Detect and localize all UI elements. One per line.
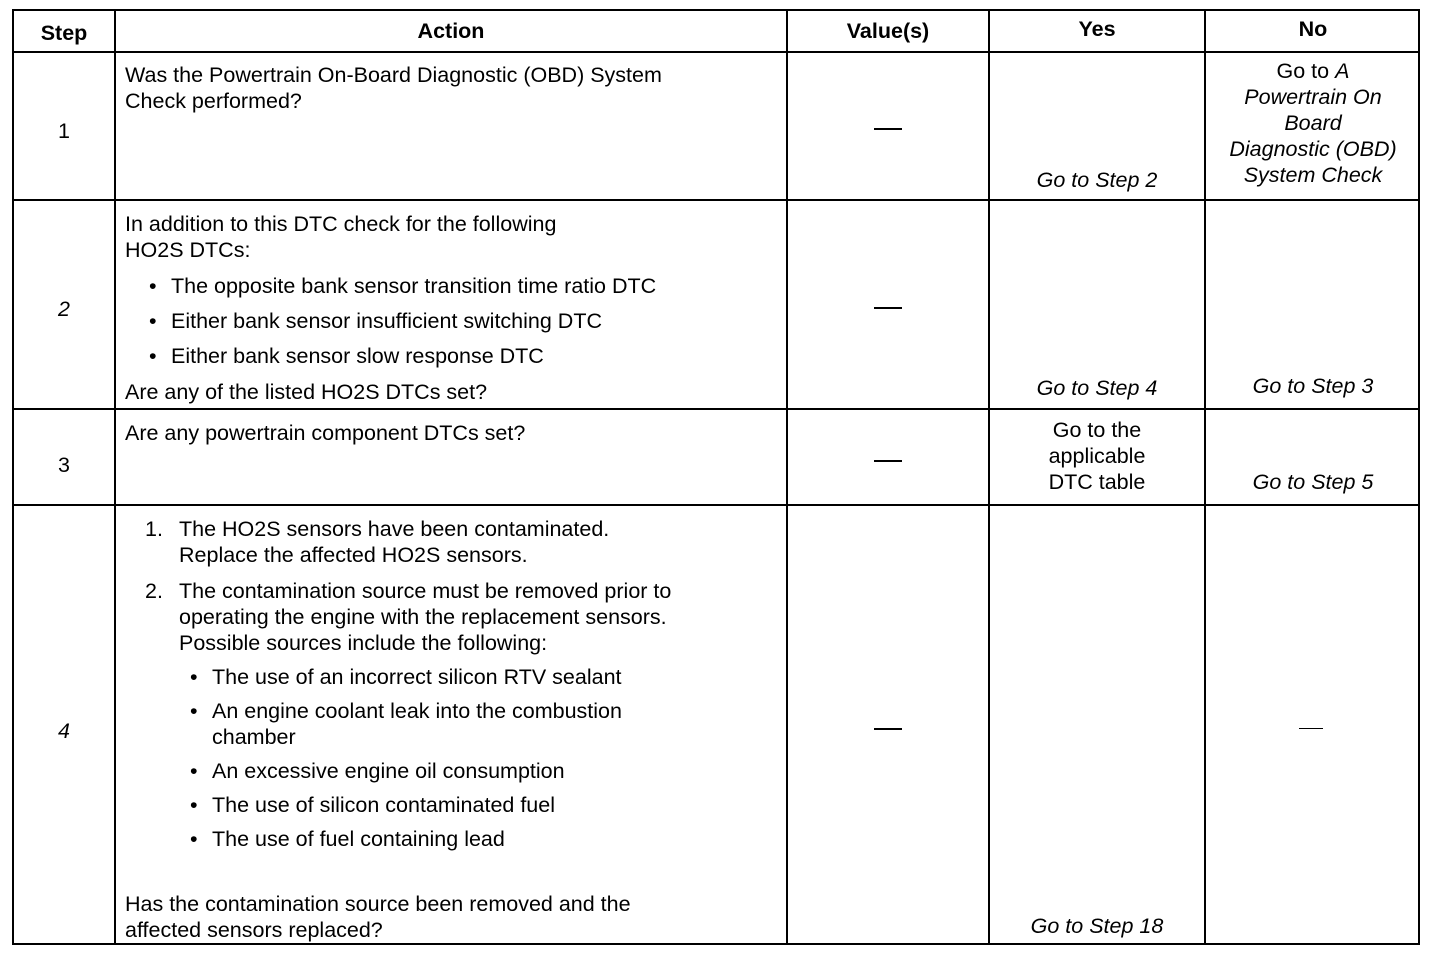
question-line: Has the contamination source been removed and the [125,892,631,916]
action-line: In addition to this DTC check for the following [125,212,557,236]
yes-line: Go to the [1052,418,1142,442]
bullet-item [125,792,780,818]
numbered-list [125,516,780,656]
bullet-item [125,698,780,750]
column-divider [114,11,116,943]
action-line: Was the Powertrain On-Board Diagnostic (OBD) System [125,63,662,87]
bullet-item [125,758,780,784]
no-link-text: Powertrain On [1244,85,1382,109]
value-dash [874,128,902,130]
action-question: Are any of the listed HO2S DTCs set? [125,380,488,404]
no-link-text: System Check [1243,163,1383,187]
no-prefix: Go to [1276,59,1330,83]
item-line: operating the engine with the replacement sensors. [179,605,667,629]
action-text [125,516,780,852]
bullet-item [125,826,780,852]
item-line: Replace the affected HO2S sensors. [179,543,528,567]
action-text: Are any powertrain component DTCs set? [125,421,526,445]
no-go-to-step-5[interactable]: Go to Step 5 [1252,470,1374,494]
step-number: 2 [58,297,70,321]
bullet-line: chamber [212,725,296,749]
dtc-bullet-list [125,273,780,369]
source-bullet-list [125,664,780,852]
step-number: 4 [58,719,70,743]
no-go-to-obd-check[interactable] [1206,58,1420,188]
bullet-item: • The opposite bank sensor transition time ratio DTC [125,273,780,299]
value-dash [874,307,902,309]
item-line: The HO2S sensors have been contaminated. [179,517,610,541]
numbered-item [125,516,780,568]
bullet-item [125,664,780,690]
no-dash [1299,728,1323,729]
action-text [125,211,780,405]
bullet-line: • The use of an incorrect silicon RTV sealant [212,665,622,689]
header-action: Action [417,19,485,43]
row-divider [14,199,1418,201]
header-values: Value(s) [846,19,930,43]
no-go-to-step-3[interactable]: Go to Step 3 [1252,374,1374,398]
row-divider [14,51,1418,53]
yes-go-to-step-18[interactable]: Go to Step 18 [1030,914,1164,938]
item-number: 1. [145,517,163,541]
step-number: 1 [58,119,70,143]
header-no: No [1298,17,1328,41]
no-link-text: Diagnostic (OBD) [1229,137,1397,161]
no-link-text: Board [1284,111,1342,135]
action-line: HO2S DTCs: [125,238,251,262]
yes-line: DTC table [1048,470,1146,494]
header-step: Step [40,21,88,45]
yes-go-to-step-2[interactable]: Go to Step 2 [1036,168,1158,192]
numbered-item [125,578,780,656]
header-yes: Yes [1078,17,1116,41]
item-line: The contamination source must be removed prior to [179,579,672,603]
column-divider [786,11,788,943]
yes-go-to-step-4[interactable]: Go to Step 4 [1036,376,1158,400]
diagnostic-table [12,9,1420,945]
action-text [125,62,662,114]
row-divider [14,504,1418,506]
bullet-line: • The use of silicon contaminated fuel [212,793,556,817]
item-number: 2. [145,579,163,603]
no-link-text: A [1335,59,1350,83]
value-dash [874,728,902,730]
yes-go-to-dtc-table[interactable] [990,417,1204,495]
row-divider [14,408,1418,410]
action-line: Check performed? [125,89,302,113]
action-question [125,891,631,943]
yes-line: applicable [1048,444,1146,468]
bullet-item: • Either bank sensor insufficient switching DTC [125,308,780,334]
question-line: affected sensors replaced? [125,918,383,942]
bullet-line: • An engine coolant leak into the combustion [212,699,622,723]
step-number: 3 [58,453,70,477]
bullet-line: • An excessive engine oil consumption [212,759,565,783]
item-line: Possible sources include the following: [179,631,548,655]
bullet-item: • Either bank sensor slow response DTC [125,343,780,369]
bullet-line: • The use of fuel containing lead [212,827,505,851]
value-dash [874,460,902,462]
